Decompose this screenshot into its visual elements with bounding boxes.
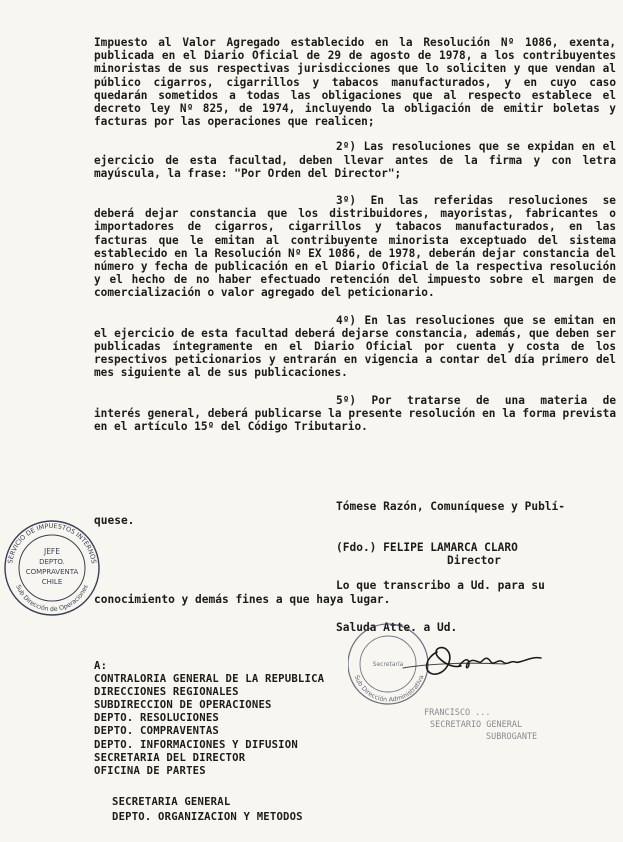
saluda-line: Saluda Atte. a Ud. bbox=[336, 621, 458, 634]
stamp-center-line: CHILE bbox=[41, 578, 63, 586]
list-item: DEPTO. INFORMACIONES Y DIFUSION bbox=[94, 738, 298, 751]
list-item: SECRETARIA GENERAL bbox=[112, 796, 231, 808]
faint-signatory-name: FRANCISCO ... bbox=[424, 708, 491, 718]
signatory-title: Director bbox=[447, 554, 501, 567]
distribution-list bbox=[94, 660, 324, 778]
faint-signatory-title: SECRETARIO GENERAL bbox=[430, 720, 523, 730]
faint-signatory-subtitle: SUBROGANTE bbox=[486, 732, 538, 742]
list-item: SECRETARIA DEL DIRECTOR bbox=[94, 751, 246, 764]
intro-paragraph: Impuesto al Valor Agregado establecido en la Resolución Nº 1086, exenta, publicada en el Diario Oficial de 29 de agosto de 1978, a los contribuyentes minoristas de sus respectivas jurisdicciones que lo soliciten y que vendan al público cigarros, cigarrillos y tabacos manufacturados, y en cuyo caso quedarán sometidos a todas las obligaciones que al respecto establece el decreto ley Nº 825, de 1974, incluyendo la obligación de emitir boletas y facturas por las operaciones que realicen; bbox=[94, 36, 616, 129]
list-item: DIRECCIONES REGIONALES bbox=[94, 686, 239, 699]
list-item: DEPTO. COMPRAVENTAS bbox=[94, 725, 219, 738]
body-text bbox=[94, 36, 616, 433]
list-item: SUBDIRECCION DE OPERACIONES bbox=[94, 699, 272, 712]
list-item: OFICINA DE PARTES bbox=[94, 764, 206, 777]
stamp-center-line: DEPTO. bbox=[39, 558, 65, 566]
list-item: DEPTO. ORGANIZACION Y METODOS bbox=[112, 811, 303, 823]
tomese-razon-line-2: quese. bbox=[94, 514, 135, 527]
stamp-center-line: JEFE bbox=[43, 547, 61, 556]
signatory-name: (Fdo.) FELIPE LAMARCA CLARO bbox=[336, 541, 518, 554]
stamp-ring-text: Sub Dirección Administrativa bbox=[352, 674, 426, 704]
transcribo-line: Lo que transcribo a Ud. para su bbox=[336, 579, 545, 592]
stamp-center-line: Secretaría bbox=[372, 661, 404, 668]
paragraph-3: 3º) En las referidas resoluciones se deberá dejar constancia que los distribuidores, mayoristas, fabricantes o importadores de cigarros, cigarrillos y tabacos manufacturados, en las facturas que le emitan al contribuyente minorista exceptuado del sistema establecido en la Resolución Nº EX 1086, de 1978, deberán dejar constancia del número y fecha de publicación en el Diario Oficial de la respectiva resolución y el hecho de no haber efectuado retención del impuesto sobre el margen de comercialización o valor agregado del peticionario. bbox=[94, 194, 616, 300]
jefe-compraventa-stamp bbox=[2, 518, 102, 618]
list-item: CONTRALORIA GENERAL DE LA REPUBLICA bbox=[94, 673, 325, 686]
paragraph-4: 4º) En las resoluciones que se emitan en el ejercicio de esta facultad deberá dejarse constancia, además, que deben ser publicadas íntegramente en el Diario Oficial por cuenta y costa de los respectivos peticionarios y entrarán en vigencia a contar del día primero del mes siguiente al de sus publicaciones. bbox=[94, 313, 616, 380]
distribution-list-secondary bbox=[112, 795, 303, 825]
list-item: DEPTO. RESOLUCIONES bbox=[94, 712, 219, 725]
transcribo-line-2: conocimiento y demás fines a que haya lugar. bbox=[94, 593, 391, 606]
tomese-razon-line: Tómese Razón, Comuníquese y Publí- bbox=[336, 500, 566, 513]
stamp-ring-text: SERVICIO DE IMPUESTOS INTERNOS bbox=[6, 521, 98, 565]
stamp-ring-bottom-text: Sub Dirección de Operaciones bbox=[14, 583, 90, 614]
handwritten-signature bbox=[395, 628, 565, 688]
stamp-center-line: COMPRAVENTA bbox=[25, 568, 79, 576]
paragraph-5: 5º) Por tratarse de una materia de interés general, deberá publicarse la presente resolución en la forma prevista en el artículo 15º del Código Tributario. bbox=[94, 393, 616, 434]
distribution-heading: A: bbox=[94, 660, 108, 672]
paragraph-2: 2º) Las resoluciones que se expidan en el ejercicio de esta facultad, deben llevar antes de la firma y con letra mayúscula, la frase: "Por Orden del Director"; bbox=[94, 140, 616, 180]
